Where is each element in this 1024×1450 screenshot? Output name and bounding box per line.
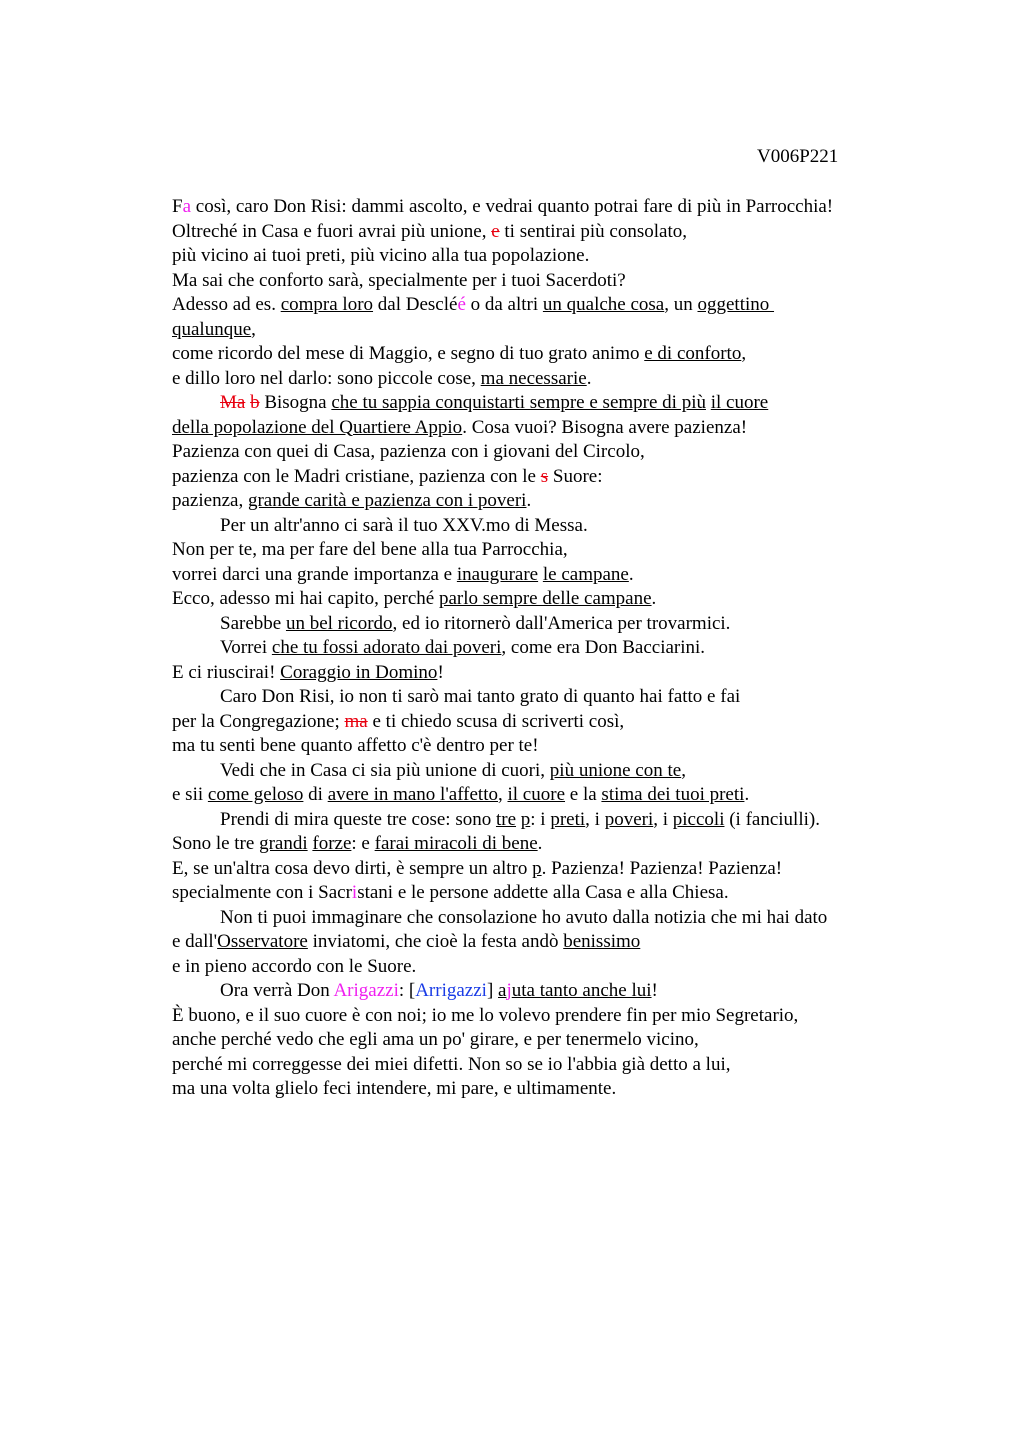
underlined-text: le campane — [542, 563, 629, 585]
underlined-text: benissimo — [563, 931, 641, 952]
underlined-text: come geloso — [207, 784, 304, 805]
text-run: : e — [351, 833, 375, 854]
text-line — [172, 636, 912, 661]
text-line — [172, 318, 912, 343]
text-run: dal Desclé — [373, 294, 458, 315]
underlined-text: p — [532, 857, 542, 879]
underlined-text: farai miracoli di bene — [374, 833, 538, 854]
text-run: stani e le persone addette alla Casa e alla Chiesa. — [357, 882, 729, 903]
text-line — [172, 538, 912, 563]
underlined-text: preti — [550, 808, 586, 830]
underlined-text: Osservatore — [217, 931, 308, 952]
underlined-text: poveri — [604, 808, 654, 830]
letter-body — [172, 195, 912, 1102]
underlined-text: uta tanto anche lui — [511, 980, 652, 1001]
text-run: Non ti puoi immaginare che consolazione ho avuto dalla notizia che mi hai dato — [220, 906, 828, 928]
text-run: Vedi che in Casa ci sia più unione di cuori, — [220, 759, 550, 781]
text-run: e la — [565, 784, 602, 805]
text-line — [172, 612, 912, 637]
deleted-text: b — [250, 392, 260, 413]
page-identifier: V006P221 — [757, 146, 839, 167]
text-run: , un — [664, 294, 698, 315]
text-line — [172, 293, 912, 318]
underlined-text: grandi — [259, 833, 308, 854]
underlined-text: grande carità e pazienza con i poveri — [247, 490, 527, 511]
text-line — [172, 857, 912, 882]
text-run: più vicino ai tuoi preti, più vicino alla tua popolazione. — [172, 245, 590, 266]
text-run: , ed io ritornerò dall'America per trovarmici. — [392, 612, 731, 634]
text-line — [172, 710, 912, 735]
underlined-text: il cuore — [507, 784, 566, 805]
text-run: pazienza con le Madri cristiane, pazienza con le — [172, 465, 541, 487]
text-run: . — [537, 833, 543, 854]
text-run: Sarebbe — [220, 612, 286, 634]
text-run: specialmente con i Sacr — [172, 882, 352, 903]
text-run: , — [498, 784, 508, 805]
text-run: Oltreché in Casa e fuori avrai più unione, — [172, 220, 492, 242]
underlined-text: Coraggio in Domino — [280, 661, 438, 683]
text-run: . — [651, 588, 657, 609]
text-run: perché mi correggesse dei miei difetti. Non so se io l'abbia già detto a lui, — [172, 1053, 731, 1075]
text-run: Vorrei — [220, 637, 272, 658]
text-line — [172, 416, 912, 441]
text-line — [172, 440, 912, 465]
text-line — [172, 955, 912, 980]
text-run: . Cosa vuoi? Bisogna avere pazienza! — [462, 416, 748, 438]
underlined-text: un qualche cosa — [542, 294, 665, 315]
text-line — [172, 587, 912, 612]
text-run: . — [744, 784, 750, 805]
underlined-text: p — [520, 808, 531, 830]
text-run: Per un altr'anno ci sarà il tuo XXV.mo di Messa. — [220, 514, 588, 536]
text-run: , — [251, 318, 256, 340]
text-run: , come era Don Bacciarini. — [501, 637, 706, 658]
text-run: . Pazienza! Pazienza! Pazienza! — [541, 857, 783, 879]
underlined-text: e di conforto — [644, 343, 742, 364]
underlined-text: forze — [312, 833, 352, 854]
text-line — [172, 342, 912, 367]
deleted-text: Ma — [220, 392, 246, 413]
underlined-text: oggettino — [697, 294, 775, 315]
text-run: , — [741, 343, 747, 364]
text-run: . — [526, 490, 532, 511]
underlined-text: inaugurare — [456, 563, 539, 585]
underlined-text: più unione con te — [549, 759, 682, 781]
text-run: ma una volta glielo feci intendere, mi pare, e ultimamente. — [172, 1078, 617, 1099]
text-run: Prendi di mira queste tre cose: sono — [220, 808, 496, 830]
text-run: ] — [486, 980, 499, 1001]
underlined-text: avere in mano l'affetto — [327, 784, 498, 805]
text-run: come ricordo del mese di Maggio, e segno di tuo grato animo — [172, 343, 645, 364]
text-run: così, caro Don Risi: dammi ascolto, e vedrai quanto potrai fare di più in Parrocchia! — [191, 196, 834, 217]
deleted-text: ma — [344, 710, 368, 732]
text-line — [172, 367, 912, 392]
text-line — [172, 930, 912, 955]
text-line — [172, 906, 912, 931]
underlined-text: ma necessarie — [480, 367, 587, 389]
underlined-text: compra loro — [280, 294, 374, 315]
inserted-text: é — [457, 294, 466, 315]
text-run: vorrei darci una grande importanza e — [172, 563, 457, 585]
text-line — [172, 832, 912, 857]
underlined-text: qualunque — [172, 318, 252, 340]
editorial-note: Arrigazzi — [415, 980, 487, 1001]
inserted-text: Arigazzi — [333, 980, 399, 1001]
underlined-text: piccoli — [672, 808, 725, 830]
text-line — [172, 1004, 912, 1029]
text-run: e in pieno accordo con le Suore. — [172, 955, 417, 977]
text-run: di — [303, 784, 328, 805]
text-run: : [ — [398, 980, 416, 1001]
text-run: , — [681, 759, 686, 781]
text-run: . — [628, 563, 634, 585]
text-run: E, se un'altra cosa devo dirti, è sempre un altro — [172, 857, 533, 879]
text-line — [172, 489, 912, 514]
underlined-text: il cuore — [710, 392, 769, 413]
text-run: È buono, e il suo cuore è con noi; io me lo volevo prendere fin per mio Segretario, — [172, 1004, 799, 1026]
underlined-text: parlo sempre delle campane — [438, 588, 652, 609]
text-line — [172, 685, 912, 710]
text-run: , i — [653, 808, 673, 830]
text-run: anche perché vedo che egli ama un po' girare, e per tenermelo vicino, — [172, 1029, 699, 1050]
underlined-text: che tu sappia conquistarti sempre e sempre di più — [331, 392, 706, 413]
deleted-text: e — [491, 220, 500, 242]
text-line — [172, 881, 912, 906]
text-run: E ci riuscirai! — [172, 661, 281, 683]
text-run: pazienza, — [172, 490, 248, 511]
text-run: ! — [437, 661, 444, 683]
underlined-text: a — [498, 980, 507, 1001]
text-line — [172, 269, 912, 294]
text-line — [172, 220, 912, 245]
text-run: Suore: — [548, 465, 603, 487]
text-run: . — [586, 367, 592, 389]
text-run: per la Congregazione; — [172, 710, 345, 732]
text-line — [172, 195, 912, 220]
text-run: Ma sai che conforto sarà, specialmente per i tuoi Sacerdoti? — [172, 269, 626, 291]
text-run: , i — [585, 808, 605, 830]
text-line — [172, 1028, 912, 1053]
text-line — [172, 244, 912, 269]
text-line — [172, 979, 912, 1004]
text-line — [172, 514, 912, 539]
text-run: ! — [651, 980, 658, 1001]
underlined-text: un bel ricordo — [285, 612, 393, 634]
inserted-text: j — [506, 980, 512, 1001]
text-run: o da altri — [465, 294, 543, 315]
text-line — [172, 661, 912, 686]
inserted-text: a — [182, 196, 192, 217]
text-run: e dillo loro nel darlo: sono piccole cose, — [172, 367, 481, 389]
underlined-text: della popolazione del Quartiere Appio — [172, 416, 463, 438]
text-line — [172, 391, 912, 416]
text-run: Non per te, ma per fare del bene alla tua Parrocchia, — [172, 539, 568, 560]
text-run: Adesso ad es. — [172, 294, 281, 315]
text-run: : i — [530, 808, 551, 830]
text-line — [172, 1077, 912, 1102]
text-run: inviatomi, che cioè la festa andò — [307, 931, 564, 952]
text-line — [172, 783, 912, 808]
text-run: (i fanciulli). — [724, 808, 820, 830]
text-run: Sono le tre — [172, 833, 260, 854]
text-run: Bisogna — [259, 392, 332, 413]
text-line — [172, 808, 912, 833]
inserted-text: i — [351, 882, 358, 903]
text-line — [172, 465, 912, 490]
underlined-text: che tu fossi adorato dai poveri — [271, 637, 502, 658]
underlined-text: stima dei tuoi preti — [601, 784, 745, 805]
text-line — [172, 1053, 912, 1078]
text-run: Ora verrà Don — [220, 980, 334, 1001]
underlined-text: tre — [495, 808, 517, 830]
text-line — [172, 734, 912, 759]
text-run: Ecco, adesso mi hai capito, perché — [172, 588, 439, 609]
text-run: Caro Don Risi, io non ti sarò mai tanto grato di quanto hai fatto e fai — [220, 686, 741, 707]
text-run: F — [172, 196, 183, 217]
text-run: e ti chiedo scusa di scriverti così, — [367, 710, 625, 732]
text-line — [172, 759, 912, 784]
text-run: e dall' — [172, 931, 218, 952]
text-line — [172, 563, 912, 588]
text-run: e sii — [172, 784, 208, 805]
deleted-text: s — [540, 465, 549, 487]
text-run: ma tu senti bene quanto affetto c'è dentro per te! — [172, 735, 539, 756]
text-run: ti sentirai più consolato, — [499, 220, 687, 242]
text-run: Pazienza con quei di Casa, pazienza con i giovani del Circolo, — [172, 441, 645, 462]
